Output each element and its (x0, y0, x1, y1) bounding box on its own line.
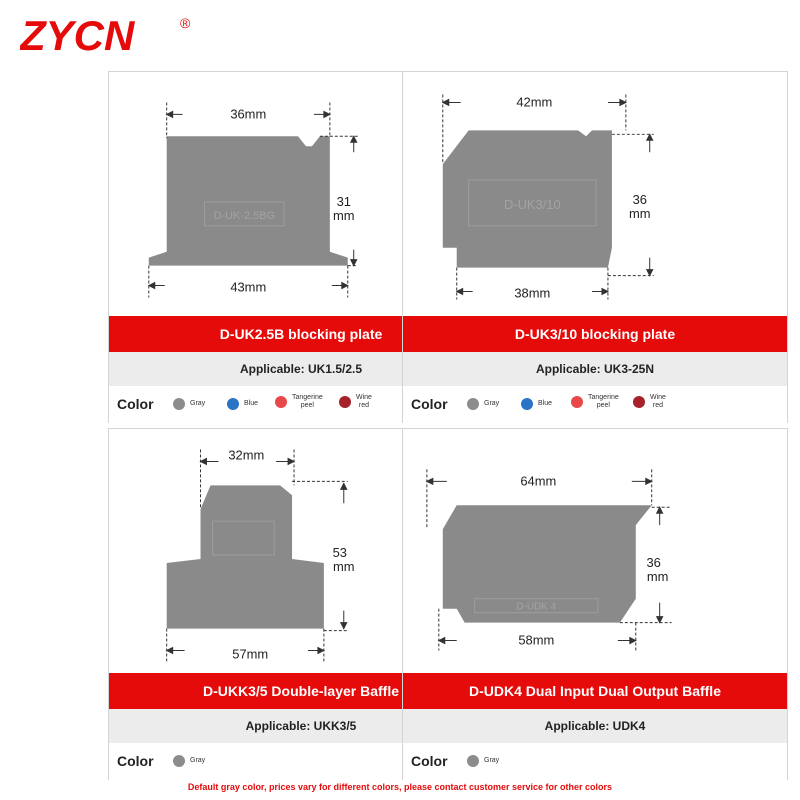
color-name: Wine red (356, 394, 372, 409)
color-dot (633, 396, 645, 408)
color-label: Color (411, 753, 448, 769)
color-swatch-gray[interactable] (173, 398, 205, 410)
dimension-bottom: 57mm (232, 646, 269, 662)
color-label: Color (411, 396, 448, 412)
product-title: D-UDK4 Dual Input Dual Output Baffle (403, 673, 787, 709)
blocking-plate-shape (149, 136, 348, 265)
color-swatch-gray[interactable] (173, 755, 205, 767)
color-swatch-wine-red[interactable] (339, 394, 372, 410)
color-dot (467, 755, 479, 767)
embossed-label: D-UK-2.5BG (213, 209, 275, 222)
color-dot (275, 396, 287, 408)
color-name: Tangerine peel (588, 394, 619, 409)
dimension-bottom: 58mm (518, 632, 555, 648)
color-name: Wine red (650, 394, 666, 409)
applicable-model: Applicable: UDK4 (403, 709, 787, 743)
color-label: Color (117, 753, 154, 769)
dimension-height-unit: mm (333, 207, 355, 223)
color-dot (339, 396, 351, 408)
color-swatch-gray[interactable] (467, 398, 499, 410)
color-label: Color (117, 396, 154, 412)
color-swatch-blue[interactable] (521, 398, 552, 410)
color-swatch-gray[interactable] (467, 755, 499, 767)
product-drawing (403, 72, 787, 316)
dimension-bottom: 38mm (514, 285, 551, 301)
product-drawing (403, 429, 787, 673)
color-dot (521, 398, 533, 410)
product-title: D-UK2.5B blocking plate (109, 316, 493, 352)
dimension-height-unit: mm (333, 558, 355, 574)
color-swatch-tangerine-peel[interactable] (275, 394, 323, 410)
color-name: Blue (538, 400, 553, 407)
brand-name: ZYCN (20, 12, 135, 58)
product-panel-d-udk4 (402, 428, 788, 780)
product-title: D-UK3/10 blocking plate (403, 316, 787, 352)
color-name: Gray (484, 757, 500, 764)
color-options (403, 386, 787, 424)
color-dot (173, 755, 185, 767)
dimension-height-value: 36 (646, 554, 661, 570)
color-name: Gray (484, 400, 500, 407)
dimension-height-value: 53 (332, 544, 347, 560)
dimension-top: 42mm (516, 94, 553, 110)
color-swatch-tangerine-peel[interactable] (571, 394, 619, 410)
embossed-label: D-UDK 4 (516, 601, 557, 613)
double-layer-baffle-shape (167, 485, 324, 628)
product-title: D-UKK3/5 Double-layer Baffle (109, 673, 493, 709)
color-swatch-wine-red[interactable] (633, 394, 666, 410)
applicable-model: Applicable: UKK3/5 (109, 709, 493, 743)
dimension-top: 36mm (230, 106, 267, 122)
embossed-label: D-UK3/10 (503, 196, 561, 212)
applicable-model: Applicable: UK3-25N (403, 352, 787, 386)
dimension-height-value: 36 (632, 191, 647, 207)
color-options (403, 743, 787, 781)
brand-logo (20, 12, 200, 58)
dimension-height-unit: mm (629, 205, 651, 221)
color-name: Gray (190, 400, 206, 407)
dimension-top: 32mm (228, 447, 265, 463)
color-name: Blue (244, 400, 259, 407)
dimension-top: 64mm (520, 473, 557, 489)
color-swatch-blue[interactable] (227, 398, 258, 410)
applicable-model: Applicable: UK1.5/2.5 (109, 352, 493, 386)
color-dot (467, 398, 479, 410)
dimension-height-value: 31 (336, 193, 351, 209)
registered-mark: ® (180, 15, 191, 31)
dimension-height-unit: mm (646, 568, 669, 584)
footer-note: Default gray color, prices vary for different colors, please contact customer service for other colors (187, 782, 613, 792)
color-dot (173, 398, 185, 410)
color-dot (571, 396, 583, 408)
dimension-bottom: 43mm (230, 279, 267, 295)
product-panel-d-uk3-10 (402, 71, 788, 423)
color-name: Gray (190, 757, 206, 764)
color-dot (227, 398, 239, 410)
color-name: Tangerine peel (292, 394, 323, 409)
